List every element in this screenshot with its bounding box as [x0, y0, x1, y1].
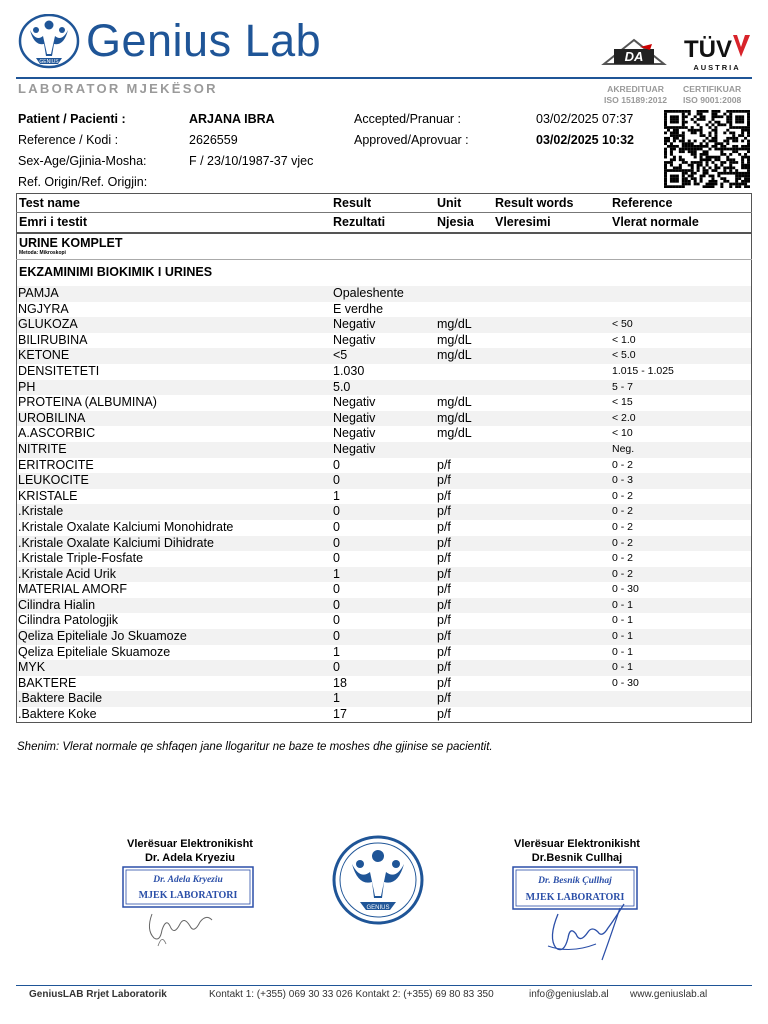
patient-name: ARJANA IBRA — [189, 112, 275, 126]
table-row — [17, 364, 751, 380]
result-cell: E verdhe — [333, 301, 384, 316]
approved-datetime: 03/02/2025 10:32 — [536, 133, 635, 147]
result-cell: 0 — [333, 660, 340, 675]
test-name-cell: .Kristale Acid Urik — [18, 566, 116, 581]
table-row — [17, 613, 751, 629]
right-handwritten-signature — [540, 898, 640, 964]
result-cell: 1 — [333, 691, 340, 706]
unit-cell: p/f — [437, 660, 451, 675]
group-method: Metoda: Mikroskopi — [19, 250, 66, 256]
reference-cell: 0 - 30 — [612, 676, 639, 689]
test-name-cell: ERITROCITE — [18, 457, 94, 472]
reference-cell: 0 - 2 — [612, 536, 634, 549]
result-cell: 1 — [333, 566, 340, 581]
table-row — [17, 302, 751, 318]
result-cell: 0 — [333, 504, 340, 519]
svg-text:TÜV: TÜV — [684, 36, 732, 63]
reference-cell: 0 - 1 — [612, 661, 634, 674]
test-name-cell: .Kristale Triple-Fosfate — [18, 551, 144, 566]
table-row — [17, 286, 751, 302]
col-header-result: Result — [333, 196, 372, 210]
footer-contacts: Kontakt 1: (+355) 069 30 33 026 Kontakt 2: (+355) 69 80 83 350 — [209, 989, 494, 1000]
test-name-cell: A.ASCORBIC — [18, 426, 96, 441]
result-cell: 0 — [333, 535, 340, 550]
result-cell: Negativ — [333, 410, 376, 425]
reference-cell: 0 - 2 — [612, 552, 634, 565]
unit-cell: mg/dL — [437, 317, 472, 332]
unit-cell: p/f — [437, 519, 451, 534]
reference-cell: 0 - 1 — [612, 614, 634, 627]
reference-cell: 1.015 - 1.025 — [612, 364, 674, 377]
reference-cell: 0 - 2 — [612, 505, 634, 518]
result-cell: 0 — [333, 629, 340, 644]
result-cell: 0 — [333, 519, 340, 534]
svg-text:DA: DA — [624, 49, 644, 64]
svg-text:MJEK LABORATORI: MJEK LABORATORI — [138, 890, 238, 901]
reference-cell: < 2.0 — [612, 411, 636, 424]
svg-text:Dr. Besnik Çullhaj: Dr. Besnik Çullhaj — [538, 876, 612, 886]
table-row — [17, 645, 751, 661]
table-row — [17, 333, 751, 349]
da-accreditation-logo — [600, 36, 668, 70]
result-cell: Negativ — [333, 426, 376, 441]
reference-cell: Neg. — [612, 442, 635, 455]
test-name-cell: .Kristale Oxalate Kalciumi Dihidrate — [18, 535, 214, 550]
unit-cell: mg/dL — [437, 426, 472, 441]
test-name-cell: MYK — [18, 660, 46, 675]
reference-label: Reference / Kodi : — [18, 133, 119, 147]
reference-cell: 0 - 1 — [612, 645, 634, 658]
table-row — [17, 536, 751, 552]
brand-title: Genius Lab — [86, 15, 322, 66]
test-name-cell: MATERIAL AMORF — [18, 582, 128, 597]
sex-age-value: F / 23/10/1987-37 vjec — [189, 154, 314, 168]
col-header-unit: Unit — [437, 196, 462, 210]
reference-cell: 0 - 3 — [612, 474, 634, 487]
result-cell: 0 — [333, 597, 340, 612]
header-row-divider — [16, 212, 752, 213]
reference-cell: < 5.0 — [612, 349, 636, 362]
table-row — [17, 317, 751, 333]
test-name-cell: BILIRUBINA — [18, 332, 88, 347]
svg-text:MJEK LABORATORI: MJEK LABORATORI — [525, 892, 625, 903]
table-row — [17, 520, 751, 536]
result-cell: 5.0 — [333, 379, 351, 394]
test-name-cell: BAKTERE — [18, 675, 77, 690]
test-name-cell: Qeliza Epiteliale Jo Skuamoze — [18, 629, 187, 644]
table-row — [17, 426, 751, 442]
unit-cell: mg/dL — [437, 348, 472, 363]
test-name-cell: PAMJA — [18, 286, 59, 300]
test-name-cell: KETONE — [18, 348, 70, 363]
reference-cell: 0 - 1 — [612, 630, 634, 643]
table-row — [17, 598, 751, 614]
col-header-rezultati: Rezultati — [333, 215, 386, 229]
col-header-njesia: Njesia — [437, 215, 474, 229]
table-row — [17, 458, 751, 474]
unit-cell: p/f — [437, 566, 451, 581]
table-row — [17, 473, 751, 489]
unit-cell: p/f — [437, 707, 451, 722]
result-cell: 18 — [333, 675, 347, 690]
genius-lab-seal — [332, 834, 424, 926]
col-header-result-words: Result words — [495, 196, 574, 210]
test-name-cell: Cilindra Hialin — [18, 597, 96, 612]
test-name-cell: .Kristale — [18, 504, 64, 519]
unit-cell: p/f — [437, 535, 451, 550]
result-cell: 0 — [333, 457, 340, 472]
unit-cell: p/f — [437, 597, 451, 612]
result-cell: Negativ — [333, 441, 376, 456]
section-title: EKZAMINIMI BIOKIMIK I URINES — [19, 265, 213, 279]
table-row — [17, 629, 751, 645]
reference-cell: < 15 — [612, 396, 633, 409]
col-header-vleresimi: Vleresimi — [495, 215, 551, 229]
unit-cell: p/f — [437, 582, 451, 597]
unit-cell: mg/dL — [437, 332, 472, 347]
result-cell: Negativ — [333, 332, 376, 347]
test-name-cell: .Baktere Koke — [18, 707, 97, 722]
test-name-cell: .Baktere Bacile — [18, 691, 103, 706]
approved-label: Approved/Aprovuar : — [354, 133, 469, 147]
table-row — [17, 380, 751, 396]
table-row — [17, 567, 751, 583]
unit-cell: p/f — [437, 644, 451, 659]
test-name-cell: Qeliza Epiteliale Skuamoze — [18, 644, 171, 659]
svg-text:GENIUS: GENIUS — [366, 905, 390, 911]
unit-cell: p/f — [437, 488, 451, 503]
col-header-vlerat-normale: Vlerat normale — [612, 215, 699, 229]
test-name-cell: .Kristale Oxalate Kalciumi Monohidrate — [18, 519, 234, 534]
table-row — [17, 691, 751, 707]
result-cell: Negativ — [333, 317, 376, 332]
qr-code — [664, 110, 750, 188]
svg-text:AUSTRIA: AUSTRIA — [693, 63, 741, 72]
header-divider — [16, 77, 752, 79]
unit-cell: p/f — [437, 457, 451, 472]
group-title: URINE KOMPLET — [19, 236, 123, 250]
genius-emblem-logo — [18, 14, 80, 70]
unit-cell: p/f — [437, 613, 451, 628]
reference-cell: 0 - 2 — [612, 520, 634, 533]
unit-cell: p/f — [437, 675, 451, 690]
test-name-cell: UROBILINA — [18, 410, 86, 425]
result-cell: 0 — [333, 582, 340, 597]
footnote: Shenim: Vlerat normale qe shfaqen jane llogaritur ne baze te moshes dhe gjinise se pacientit. — [17, 741, 493, 753]
result-cell: 1 — [333, 644, 340, 659]
group-divider — [16, 259, 752, 260]
test-name-cell: Cilindra Patologjik — [18, 613, 119, 628]
test-name-cell: PH — [18, 379, 36, 394]
reference-cell: 0 - 2 — [612, 458, 634, 471]
table-row — [17, 582, 751, 598]
result-cell: Negativ — [333, 395, 376, 410]
lab-subtitle: LABORATOR MJEKËSOR — [18, 81, 218, 96]
result-cell: <5 — [333, 348, 348, 363]
unit-cell: mg/dL — [437, 410, 472, 425]
table-row — [17, 411, 751, 427]
test-name-cell: PROTEINA (ALBUMINA) — [18, 395, 157, 410]
result-cell: 0 — [333, 613, 340, 628]
header-bottom-divider — [16, 232, 752, 234]
certification-iso9001: CERTIFIKUAR ISO 9001:2008 — [683, 84, 742, 105]
test-name-cell: NITRITE — [18, 441, 67, 456]
col-header-test-name: Test name — [19, 196, 80, 210]
table-row — [17, 707, 751, 723]
unit-cell: p/f — [437, 473, 451, 488]
unit-cell: mg/dL — [437, 395, 472, 410]
result-cell: 17 — [333, 707, 347, 722]
result-cell: 0 — [333, 551, 340, 566]
test-name-cell: KRISTALE — [18, 488, 78, 503]
accepted-label: Accepted/Pranuar : — [354, 112, 462, 126]
footer-network: GeniusLAB Rrjet Laboratorik — [29, 989, 167, 1000]
unit-cell: p/f — [437, 691, 451, 706]
table-row — [17, 676, 751, 692]
reference-cell: 0 - 2 — [612, 489, 634, 502]
results-rows — [17, 286, 751, 723]
table-row — [17, 551, 751, 567]
right-signature-label: Vlerësuar Elektronikisht Dr.Besnik Cullhaj — [514, 838, 640, 864]
result-cell: 0 — [333, 473, 340, 488]
table-row — [17, 489, 751, 505]
col-header-emri: Emri i testit — [19, 215, 88, 229]
reference-cell: < 1.0 — [612, 333, 636, 346]
svg-text:Dr. Adela Kryeziu: Dr. Adela Kryeziu — [153, 875, 223, 885]
ref-origin-label: Ref. Origin/Ref. Origjin: — [18, 175, 148, 189]
reference-cell: < 10 — [612, 427, 633, 440]
test-name-cell: LEUKOCITE — [18, 473, 89, 488]
test-name-cell: NGJYRA — [18, 301, 69, 316]
left-handwritten-signature — [140, 900, 220, 950]
test-name-cell: GLUKOZA — [18, 317, 78, 332]
result-cell: Opaleshente — [333, 286, 404, 300]
result-cell: 1.030 — [333, 363, 365, 378]
left-signature-label: Vlerësuar Elektronikisht Dr. Adela Kryeziu — [127, 838, 253, 864]
table-row — [17, 504, 751, 520]
reference-cell: 0 - 1 — [612, 598, 634, 611]
sex-age-label: Sex-Age/Gjinia-Mosha: — [18, 154, 147, 168]
unit-cell: p/f — [437, 629, 451, 644]
table-row — [17, 442, 751, 458]
footer-divider — [16, 985, 752, 986]
accreditation-iso15189: AKREDITUAR ISO 15189:2012 — [604, 84, 668, 105]
result-cell: 1 — [333, 488, 340, 503]
reference-cell: 5 - 7 — [612, 380, 634, 393]
footer-email[interactable]: info@geniuslab.al — [529, 989, 609, 1000]
svg-text:GENIUS: GENIUS — [39, 59, 59, 65]
table-row — [17, 660, 751, 676]
reference-cell: 0 - 2 — [612, 567, 634, 580]
table-row — [17, 395, 751, 411]
patient-label: Patient / Pacienti : — [18, 112, 126, 126]
test-name-cell: DENSITETETI — [18, 363, 100, 378]
footer-website[interactable]: www.geniuslab.al — [630, 989, 708, 1000]
unit-cell: p/f — [437, 551, 451, 566]
accepted-datetime: 03/02/2025 07:37 — [536, 112, 634, 126]
reference-cell: 0 - 30 — [612, 583, 639, 596]
table-row — [17, 348, 751, 364]
col-header-reference: Reference — [612, 196, 673, 210]
reference-cell: < 50 — [612, 318, 633, 331]
tuv-austria-logo — [684, 33, 750, 73]
unit-cell: p/f — [437, 504, 451, 519]
reference-code: 2626559 — [189, 133, 238, 147]
